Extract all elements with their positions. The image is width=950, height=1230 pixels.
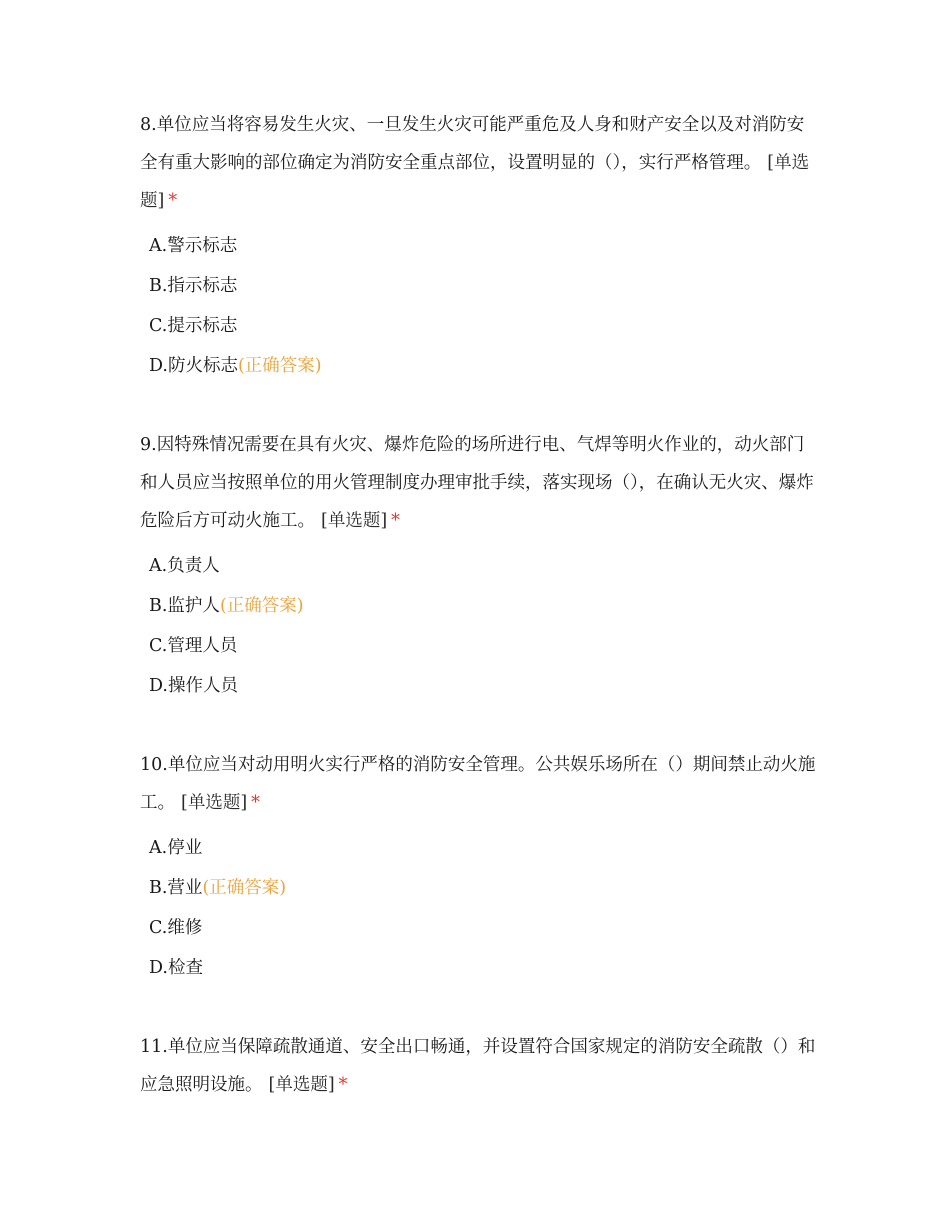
option-a [149,546,820,586]
option-list [140,546,820,706]
option-b [149,868,820,908]
option-text: D.防火标志 [149,356,238,376]
question-text: 8.单位应当将容易发生火灾、一旦发生火灾可能严重危及人身和财产安全以及对消防安全有重大影响的部位确定为消防安全重点部位，设置明显的（），实行严格管理。 [140,115,805,173]
option-d [149,666,820,706]
option-b [149,266,820,306]
question-text: 9.因特殊情况需要在具有火灾、爆炸危险的场所进行电、气焊等明火作业的，动火部门和人员应当按照单位的用火管理制度办理审批手续，落实现场（），在确认无火灾、爆炸危险后方可动火施工。 [140,435,814,531]
required-mark: * [168,191,178,211]
question-stem [140,1028,820,1104]
question-text: 10.单位应当对动用明火实行严格的消防安全管理。公共娱乐场所在（）期间禁止动火施工。 [140,755,816,813]
required-mark: * [391,511,400,531]
correct-answer-tag: (正确答案) [219,596,304,616]
question-text: 11.单位应当保障疏散通道、安全出口畅通，并设置符合国家规定的消防安全疏散（）和应急照明设施。 [140,1037,816,1095]
question-11 [140,1028,820,1104]
option-text: B.营业 [149,878,203,898]
question-stem [140,426,820,540]
option-text: A.停业 [149,838,203,858]
option-c [149,306,820,346]
option-text: D.检查 [149,958,203,978]
question-stem [140,106,820,220]
question-type-label: [单选题] [181,793,248,813]
question-9 [140,426,820,706]
option-d [149,346,820,386]
question-stem [140,746,820,822]
option-a [149,226,820,266]
correct-answer-tag: (正确答案) [237,356,322,376]
option-b [149,586,820,626]
option-text: B.指示标志 [149,276,238,296]
question-type-label: [单选题] [268,1075,335,1095]
option-text: C.管理人员 [149,636,238,656]
option-text: A.负责人 [149,556,220,576]
option-text: B.监护人 [149,596,220,616]
option-text: A.警示标志 [149,236,238,256]
question-10 [140,746,820,988]
correct-answer-tag: (正确答案) [202,878,287,898]
option-c [149,908,820,948]
option-a [149,828,820,868]
required-mark: * [251,793,260,813]
question-8 [140,106,820,386]
required-mark: * [338,1075,348,1095]
option-list [140,226,820,386]
option-d [149,948,820,988]
quiz-document [140,106,820,1144]
option-list [140,828,820,988]
question-type-label: [单选题] [321,511,388,531]
option-text: C.维修 [149,918,203,938]
question-type-label: [单选题] [140,153,810,211]
option-text: D.操作人员 [149,676,238,696]
option-c [149,626,820,666]
option-text: C.提示标志 [149,316,238,336]
